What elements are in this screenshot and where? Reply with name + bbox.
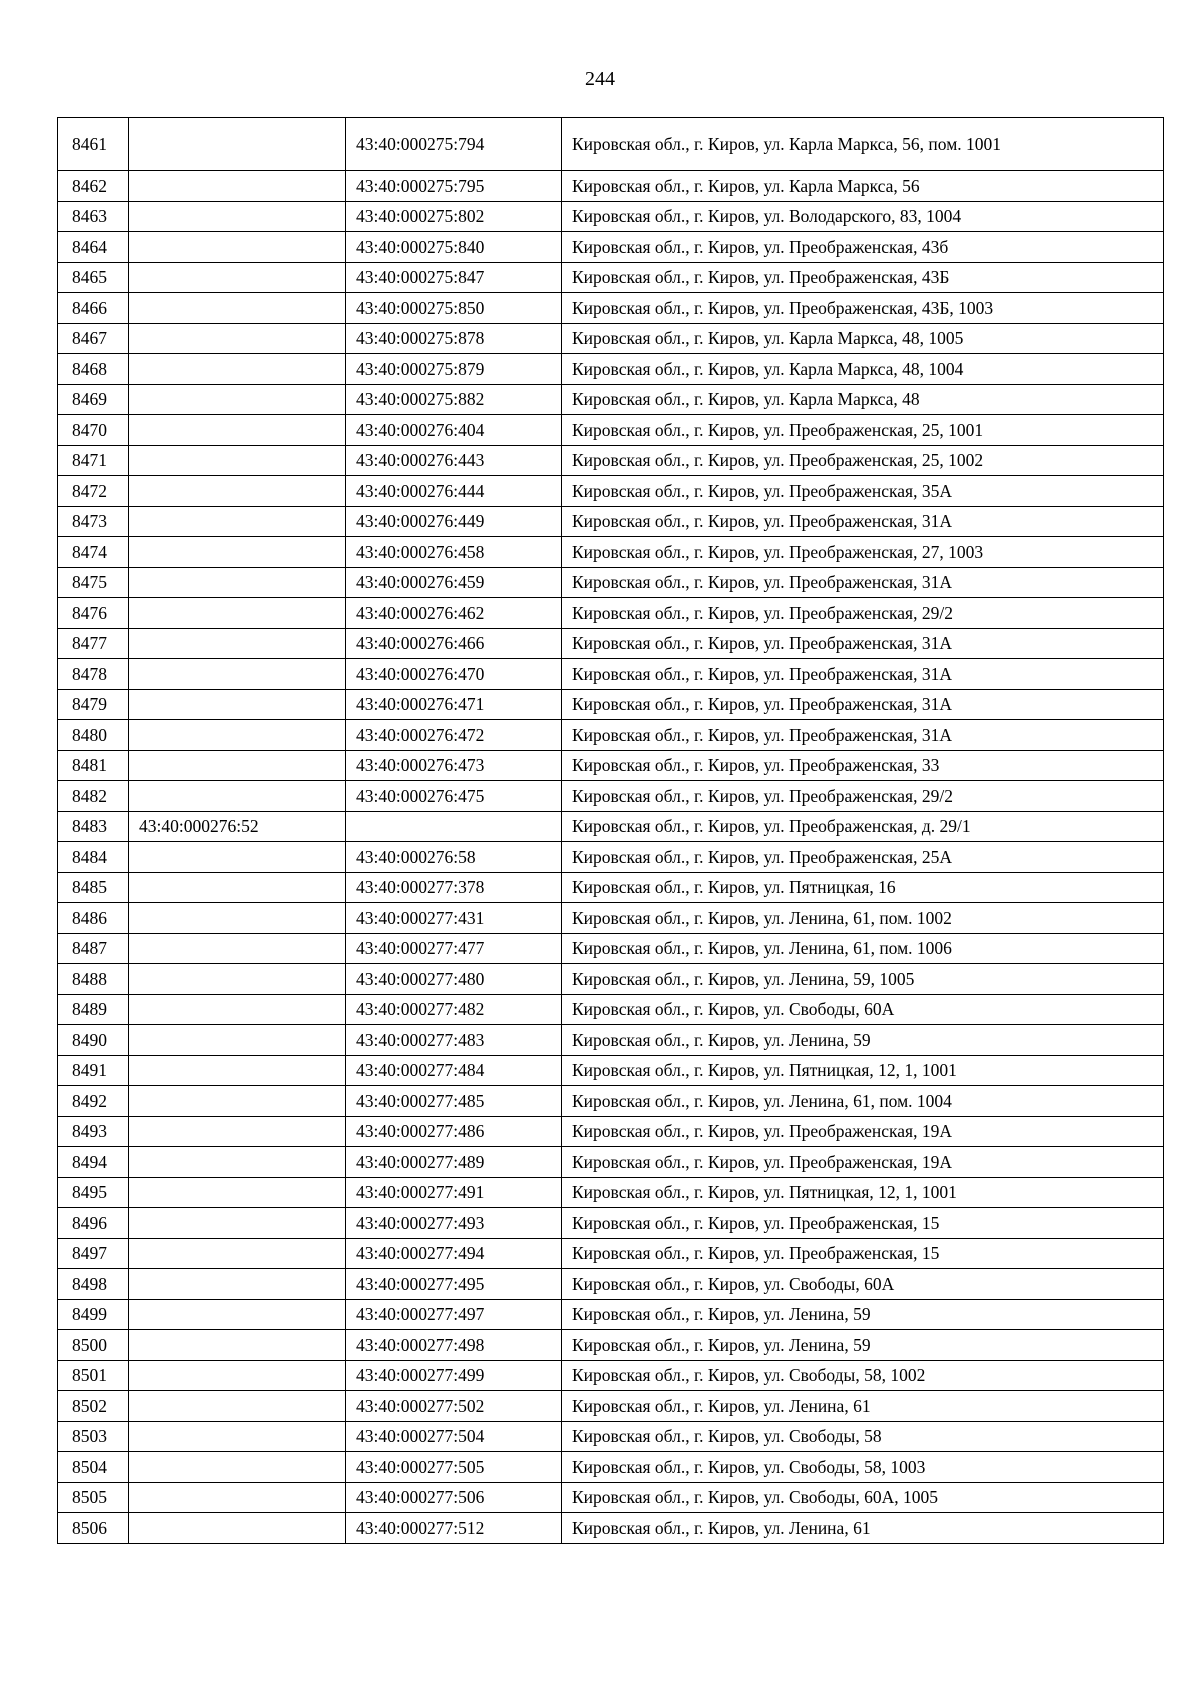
cadastral-parent-cell [129, 506, 346, 537]
table-row [58, 384, 1164, 415]
cadastral-parent-cell [129, 750, 346, 781]
table-row [58, 1360, 1164, 1391]
row-number-cell: 8506 [58, 1513, 129, 1544]
table-row [58, 323, 1164, 354]
table-row [58, 964, 1164, 995]
cadastral-number-cell: 43:40:000275:802 [346, 201, 562, 232]
table-row [58, 781, 1164, 812]
row-number-cell: 8461 [58, 118, 129, 171]
address-cell: Кировская обл., г. Киров, ул. Карла Маркса, 56 [562, 171, 1164, 202]
cadastral-number-cell: 43:40:000277:502 [346, 1391, 562, 1422]
row-number-cell: 8500 [58, 1330, 129, 1361]
cadastral-number-cell: 43:40:000276:462 [346, 598, 562, 629]
address-cell: Кировская обл., г. Киров, ул. Свободы, 60А [562, 994, 1164, 1025]
table-row [58, 1513, 1164, 1544]
table-row [58, 567, 1164, 598]
address-cell: Кировская обл., г. Киров, ул. Преображенская, 29/2 [562, 781, 1164, 812]
address-cell: Кировская обл., г. Киров, ул. Преображенская, 35А [562, 476, 1164, 507]
registry-table [57, 117, 1164, 1544]
row-number-cell: 8478 [58, 659, 129, 690]
row-number-cell: 8482 [58, 781, 129, 812]
address-cell: Кировская обл., г. Киров, ул. Преображенская, 25, 1002 [562, 445, 1164, 476]
table-row [58, 872, 1164, 903]
table-row [58, 1391, 1164, 1422]
cadastral-number-cell: 43:40:000277:482 [346, 994, 562, 1025]
table-row [58, 537, 1164, 568]
row-number-cell: 8475 [58, 567, 129, 598]
table-row [58, 598, 1164, 629]
cadastral-number-cell: 43:40:000277:506 [346, 1482, 562, 1513]
cadastral-number-cell: 43:40:000277:477 [346, 933, 562, 964]
row-number-cell: 8485 [58, 872, 129, 903]
cadastral-number-cell: 43:40:000277:505 [346, 1452, 562, 1483]
cadastral-number-cell: 43:40:000277:512 [346, 1513, 562, 1544]
row-number-cell: 8470 [58, 415, 129, 446]
cadastral-parent-cell [129, 964, 346, 995]
cadastral-number-cell [346, 811, 562, 842]
address-cell: Кировская обл., г. Киров, ул. Ленина, 61, пом. 1002 [562, 903, 1164, 934]
row-number-cell: 8473 [58, 506, 129, 537]
cadastral-parent-cell [129, 1177, 346, 1208]
cadastral-number-cell: 43:40:000277:378 [346, 872, 562, 903]
cadastral-number-cell: 43:40:000277:499 [346, 1360, 562, 1391]
table-row [58, 842, 1164, 873]
table-row [58, 1299, 1164, 1330]
table-row [58, 262, 1164, 293]
cadastral-parent-cell [129, 232, 346, 263]
table-row [58, 1086, 1164, 1117]
cadastral-parent-cell [129, 415, 346, 446]
row-number-cell: 8493 [58, 1116, 129, 1147]
cadastral-parent-cell [129, 1055, 346, 1086]
cadastral-parent-cell [129, 537, 346, 568]
table-row [58, 1025, 1164, 1056]
cadastral-parent-cell [129, 1147, 346, 1178]
row-number-cell: 8488 [58, 964, 129, 995]
cadastral-number-cell: 43:40:000277:495 [346, 1269, 562, 1300]
address-cell: Кировская обл., г. Киров, ул. Свободы, 58, 1002 [562, 1360, 1164, 1391]
address-cell: Кировская обл., г. Киров, ул. Свободы, 58 [562, 1421, 1164, 1452]
cadastral-parent-cell [129, 476, 346, 507]
cadastral-number-cell: 43:40:000276:475 [346, 781, 562, 812]
table-row [58, 1116, 1164, 1147]
cadastral-number-cell: 43:40:000275:878 [346, 323, 562, 354]
address-cell: Кировская обл., г. Киров, ул. Карла Маркса, 48, 1004 [562, 354, 1164, 385]
cadastral-parent-cell [129, 1452, 346, 1483]
cadastral-number-cell: 43:40:000275:847 [346, 262, 562, 293]
table-row [58, 476, 1164, 507]
table-row [58, 506, 1164, 537]
address-cell: Кировская обл., г. Киров, ул. Преображенская, 15 [562, 1208, 1164, 1239]
address-cell: Кировская обл., г. Киров, ул. Преображенская, 25, 1001 [562, 415, 1164, 446]
cadastral-parent-cell [129, 1482, 346, 1513]
cadastral-parent-cell [129, 201, 346, 232]
row-number-cell: 8495 [58, 1177, 129, 1208]
cadastral-parent-cell [129, 628, 346, 659]
address-cell: Кировская обл., г. Киров, ул. Карла Маркса, 48 [562, 384, 1164, 415]
row-number-cell: 8504 [58, 1452, 129, 1483]
cadastral-parent-cell: 43:40:000276:52 [129, 811, 346, 842]
row-number-cell: 8496 [58, 1208, 129, 1239]
address-cell: Кировская обл., г. Киров, ул. Преображенская, 31А [562, 506, 1164, 537]
row-number-cell: 8505 [58, 1482, 129, 1513]
cadastral-number-cell: 43:40:000276:470 [346, 659, 562, 690]
cadastral-number-cell: 43:40:000276:466 [346, 628, 562, 659]
row-number-cell: 8466 [58, 293, 129, 324]
cadastral-number-cell: 43:40:000276:404 [346, 415, 562, 446]
table-row [58, 720, 1164, 751]
cadastral-number-cell: 43:40:000277:431 [346, 903, 562, 934]
address-cell: Кировская обл., г. Киров, ул. Преображенская, 19А [562, 1116, 1164, 1147]
row-number-cell: 8491 [58, 1055, 129, 1086]
cadastral-parent-cell [129, 171, 346, 202]
cadastral-number-cell: 43:40:000275:794 [346, 118, 562, 171]
cadastral-parent-cell [129, 1086, 346, 1117]
cadastral-number-cell: 43:40:000277:504 [346, 1421, 562, 1452]
cadastral-number-cell: 43:40:000276:471 [346, 689, 562, 720]
cadastral-parent-cell [129, 903, 346, 934]
cadastral-number-cell: 43:40:000275:882 [346, 384, 562, 415]
cadastral-parent-cell [129, 1330, 346, 1361]
address-cell: Кировская обл., г. Киров, ул. Преображенская, 31А [562, 720, 1164, 751]
row-number-cell: 8480 [58, 720, 129, 751]
cadastral-parent-cell [129, 384, 346, 415]
table-row [58, 1452, 1164, 1483]
cadastral-parent-cell [129, 354, 346, 385]
cadastral-parent-cell [129, 1513, 346, 1544]
cadastral-parent-cell [129, 720, 346, 751]
address-cell: Кировская обл., г. Киров, ул. Ленина, 59 [562, 1330, 1164, 1361]
row-number-cell: 8467 [58, 323, 129, 354]
table-row [58, 1269, 1164, 1300]
table-row [58, 1421, 1164, 1452]
table-row [58, 415, 1164, 446]
cadastral-parent-cell [129, 781, 346, 812]
address-cell: Кировская обл., г. Киров, ул. Преображенская, 31А [562, 567, 1164, 598]
table-row [58, 1208, 1164, 1239]
cadastral-number-cell: 43:40:000277:484 [346, 1055, 562, 1086]
cadastral-parent-cell [129, 1421, 346, 1452]
cadastral-parent-cell [129, 293, 346, 324]
cadastral-number-cell: 43:40:000276:58 [346, 842, 562, 873]
address-cell: Кировская обл., г. Киров, ул. Ленина, 59 [562, 1025, 1164, 1056]
table-row [58, 201, 1164, 232]
row-number-cell: 8474 [58, 537, 129, 568]
address-cell: Кировская обл., г. Киров, ул. Преображенская, 31А [562, 659, 1164, 690]
row-number-cell: 8502 [58, 1391, 129, 1422]
address-cell: Кировская обл., г. Киров, ул. Преображенская, 43Б, 1003 [562, 293, 1164, 324]
cadastral-number-cell: 43:40:000276:459 [346, 567, 562, 598]
row-number-cell: 8468 [58, 354, 129, 385]
table-row [58, 903, 1164, 934]
cadastral-parent-cell [129, 1238, 346, 1269]
row-number-cell: 8465 [58, 262, 129, 293]
row-number-cell: 8462 [58, 171, 129, 202]
table-row [58, 689, 1164, 720]
row-number-cell: 8498 [58, 1269, 129, 1300]
table-row [58, 1177, 1164, 1208]
table-row [58, 1055, 1164, 1086]
address-cell: Кировская обл., г. Киров, ул. Пятницкая, 12, 1, 1001 [562, 1055, 1164, 1086]
cadastral-number-cell: 43:40:000277:497 [346, 1299, 562, 1330]
address-cell: Кировская обл., г. Киров, ул. Пятницкая, 12, 1, 1001 [562, 1177, 1164, 1208]
cadastral-parent-cell [129, 842, 346, 873]
address-cell: Кировская обл., г. Киров, ул. Преображенская, 15 [562, 1238, 1164, 1269]
cadastral-number-cell: 43:40:000275:795 [346, 171, 562, 202]
cadastral-number-cell: 43:40:000277:498 [346, 1330, 562, 1361]
cadastral-number-cell: 43:40:000276:443 [346, 445, 562, 476]
cadastral-number-cell: 43:40:000277:491 [346, 1177, 562, 1208]
row-number-cell: 8492 [58, 1086, 129, 1117]
cadastral-parent-cell [129, 872, 346, 903]
row-number-cell: 8484 [58, 842, 129, 873]
row-number-cell: 8472 [58, 476, 129, 507]
cadastral-number-cell: 43:40:000277:489 [346, 1147, 562, 1178]
cadastral-number-cell: 43:40:000276:472 [346, 720, 562, 751]
cadastral-number-cell: 43:40:000277:485 [346, 1086, 562, 1117]
address-cell: Кировская обл., г. Киров, ул. Преображенская, 31А [562, 628, 1164, 659]
address-cell: Кировская обл., г. Киров, ул. Свободы, 60А [562, 1269, 1164, 1300]
address-cell: Кировская обл., г. Киров, ул. Преображенская, 31А [562, 689, 1164, 720]
cadastral-number-cell: 43:40:000276:444 [346, 476, 562, 507]
page-number: 244 [585, 68, 615, 90]
cadastral-number-cell: 43:40:000277:483 [346, 1025, 562, 1056]
row-number-cell: 8477 [58, 628, 129, 659]
address-cell: Кировская обл., г. Киров, ул. Преображенская, 27, 1003 [562, 537, 1164, 568]
address-cell: Кировская обл., г. Киров, ул. Преображенская, 19А [562, 1147, 1164, 1178]
table-row [58, 1238, 1164, 1269]
cadastral-parent-cell [129, 1116, 346, 1147]
address-cell: Кировская обл., г. Киров, ул. Преображенская, 33 [562, 750, 1164, 781]
table-row [58, 118, 1164, 171]
address-cell: Кировская обл., г. Киров, ул. Ленина, 61 [562, 1513, 1164, 1544]
cadastral-parent-cell [129, 323, 346, 354]
address-cell: Кировская обл., г. Киров, ул. Пятницкая, 16 [562, 872, 1164, 903]
row-number-cell: 8494 [58, 1147, 129, 1178]
row-number-cell: 8486 [58, 903, 129, 934]
cadastral-parent-cell [129, 1360, 346, 1391]
row-number-cell: 8489 [58, 994, 129, 1025]
cadastral-parent-cell [129, 1025, 346, 1056]
cadastral-parent-cell [129, 445, 346, 476]
address-cell: Кировская обл., г. Киров, ул. Свободы, 58, 1003 [562, 1452, 1164, 1483]
address-cell: Кировская обл., г. Киров, ул. Ленина, 61, пом. 1006 [562, 933, 1164, 964]
table-row [58, 994, 1164, 1025]
cadastral-parent-cell [129, 598, 346, 629]
address-cell: Кировская обл., г. Киров, ул. Ленина, 59 [562, 1299, 1164, 1330]
cadastral-parent-cell [129, 262, 346, 293]
table-row [58, 1147, 1164, 1178]
row-number-cell: 8469 [58, 384, 129, 415]
cadastral-number-cell: 43:40:000276:449 [346, 506, 562, 537]
table-row [58, 1482, 1164, 1513]
row-number-cell: 8479 [58, 689, 129, 720]
table-row [58, 445, 1164, 476]
row-number-cell: 8481 [58, 750, 129, 781]
table-row [58, 1330, 1164, 1361]
address-cell: Кировская обл., г. Киров, ул. Преображенская, 43Б [562, 262, 1164, 293]
row-number-cell: 8463 [58, 201, 129, 232]
table-row [58, 628, 1164, 659]
cadastral-number-cell: 43:40:000276:473 [346, 750, 562, 781]
cadastral-number-cell: 43:40:000277:493 [346, 1208, 562, 1239]
cadastral-parent-cell [129, 1208, 346, 1239]
row-number-cell: 8499 [58, 1299, 129, 1330]
table-row [58, 750, 1164, 781]
cadastral-number-cell: 43:40:000275:879 [346, 354, 562, 385]
address-cell: Кировская обл., г. Киров, ул. Ленина, 61 [562, 1391, 1164, 1422]
row-number-cell: 8501 [58, 1360, 129, 1391]
cadastral-parent-cell [129, 1299, 346, 1330]
table-row [58, 659, 1164, 690]
address-cell: Кировская обл., г. Киров, ул. Свободы, 60А, 1005 [562, 1482, 1164, 1513]
table-row [58, 232, 1164, 263]
table-row [58, 811, 1164, 842]
table-row [58, 354, 1164, 385]
cadastral-number-cell: 43:40:000275:840 [346, 232, 562, 263]
cadastral-number-cell: 43:40:000277:494 [346, 1238, 562, 1269]
address-cell: Кировская обл., г. Киров, ул. Ленина, 61, пом. 1004 [562, 1086, 1164, 1117]
row-number-cell: 8490 [58, 1025, 129, 1056]
table-row [58, 293, 1164, 324]
cadastral-number-cell: 43:40:000275:850 [346, 293, 562, 324]
cadastral-number-cell: 43:40:000277:486 [346, 1116, 562, 1147]
cadastral-parent-cell [129, 1391, 346, 1422]
address-cell: Кировская обл., г. Киров, ул. Преображенская, 25А [562, 842, 1164, 873]
address-cell: Кировская обл., г. Киров, ул. Преображенская, д. 29/1 [562, 811, 1164, 842]
registry-table-body [58, 118, 1164, 1544]
cadastral-number-cell: 43:40:000277:480 [346, 964, 562, 995]
address-cell: Кировская обл., г. Киров, ул. Карла Маркса, 56, пом. 1001 [562, 118, 1164, 171]
cadastral-number-cell: 43:40:000276:458 [346, 537, 562, 568]
row-number-cell: 8497 [58, 1238, 129, 1269]
row-number-cell: 8471 [58, 445, 129, 476]
row-number-cell: 8464 [58, 232, 129, 263]
cadastral-parent-cell [129, 689, 346, 720]
row-number-cell: 8476 [58, 598, 129, 629]
table-row [58, 933, 1164, 964]
address-cell: Кировская обл., г. Киров, ул. Преображенская, 29/2 [562, 598, 1164, 629]
row-number-cell: 8487 [58, 933, 129, 964]
cadastral-parent-cell [129, 659, 346, 690]
cadastral-parent-cell [129, 994, 346, 1025]
address-cell: Кировская обл., г. Киров, ул. Преображенская, 43б [562, 232, 1164, 263]
table-row [58, 171, 1164, 202]
address-cell: Кировская обл., г. Киров, ул. Карла Маркса, 48, 1005 [562, 323, 1164, 354]
cadastral-parent-cell [129, 1269, 346, 1300]
address-cell: Кировская обл., г. Киров, ул. Ленина, 59, 1005 [562, 964, 1164, 995]
row-number-cell: 8483 [58, 811, 129, 842]
cadastral-parent-cell [129, 118, 346, 171]
cadastral-parent-cell [129, 933, 346, 964]
address-cell: Кировская обл., г. Киров, ул. Володарского, 83, 1004 [562, 201, 1164, 232]
cadastral-parent-cell [129, 567, 346, 598]
row-number-cell: 8503 [58, 1421, 129, 1452]
